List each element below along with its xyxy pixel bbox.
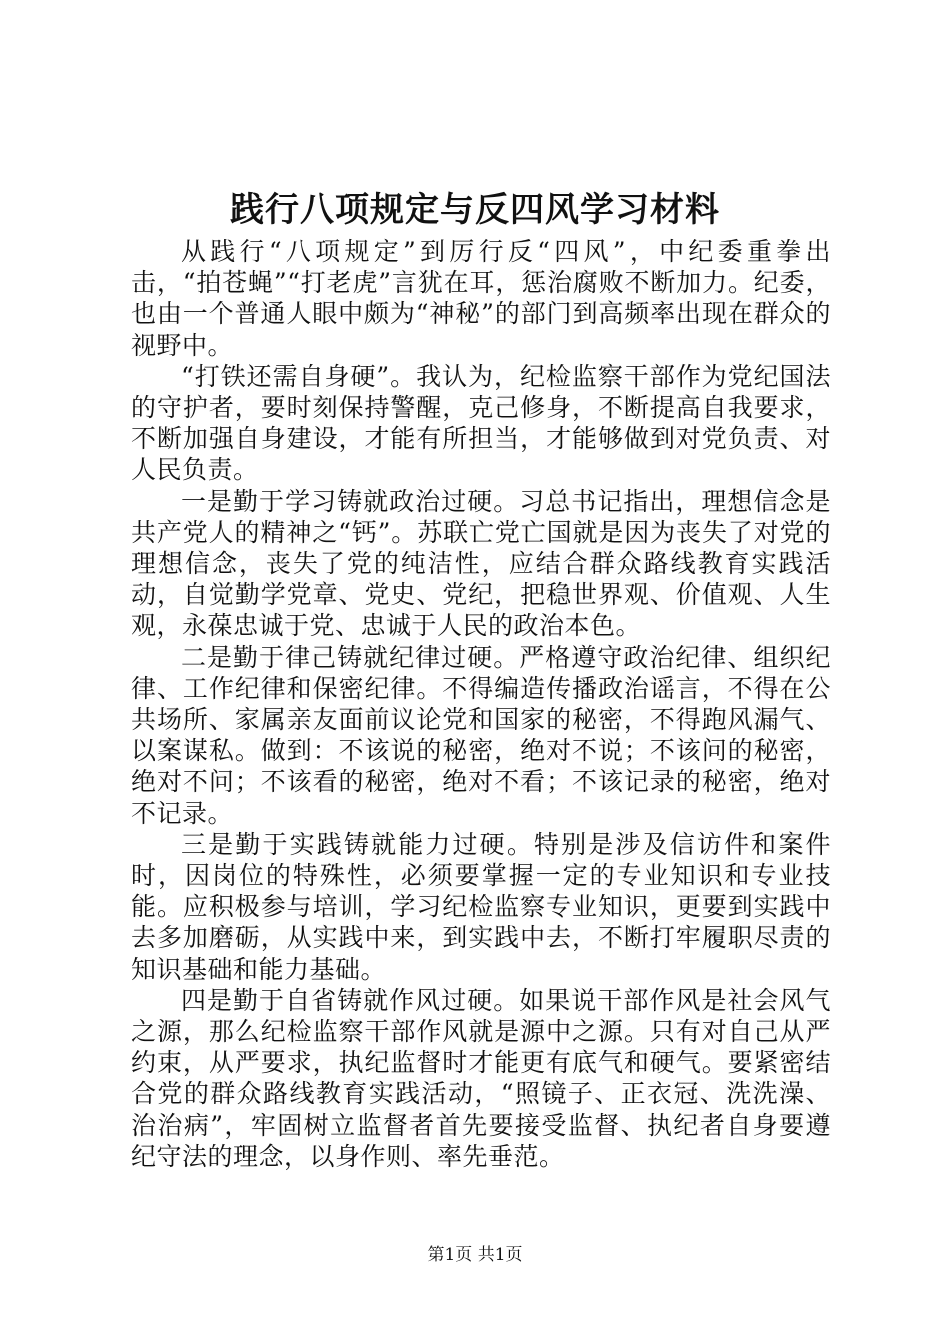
paragraph-point-four: 四是勤于自省铸就作风过硬。如果说干部作风是社会风气之源，那么纪检监察干部作风就是源中之源。只有对自己从严约束，从严要求，执纪监督时才能更有底气和硬气。要紧密结合党的群众路线教育实践活动，“照镜子、正衣冠、洗洗澡、治治病”，牢固树立监督者首先要接受监督、执纪者自身要遵纪守法的理念，以身作则、率先垂范。 (131, 985, 831, 1171)
page-number-footer: 第1页 共1页 (427, 1245, 523, 1265)
paragraph-intro: 从践行“八项规定”到厉行反“四风”，中纪委重拳出击，“拍苍蝇”“打老虎”言犹在耳，惩治腐败不断加力。纪委，也由一个普通人眼中颇为“神秘”的部门到高频率出现在群众的视野中。 (131, 237, 831, 360)
paragraph-point-two: 二是勤于律己铸就纪律过硬。严格遵守政治纪律、组织纪律、工作纪律和保密纪律。不得编造传播政治谣言，不得在公共场所、家属亲友面前议论党和国家的秘密，不得跑风漏气、以案谋私。做到：不该说的秘密，绝对不说；不该问的秘密，绝对不问；不该看的秘密，绝对不看；不该记录的秘密，绝对不记录。 (131, 642, 831, 828)
paragraph-self-discipline: “打铁还需自身硬”。我认为，纪检监察干部作为党纪国法的守护者，要时刻保持警醒，克己修身，不断提高自我要求，不断加强自身建设，才能有所担当，才能够做到对党负责、对人民负责。 (131, 361, 831, 485)
paragraph-point-one: 一是勤于学习铸就政治过硬。习总书记指出，理想信念是共产党人的精神之“钙”。苏联亡党亡国就是因为丧失了对党的理想信念，丧失了党的纯洁性，应结合群众路线教育实践活动，自觉勤学党章、党史、党纪，把稳世界观、价值观、人生观，永葆忠诚于党、忠诚于人民的政治本色。 (131, 486, 831, 641)
document-body (131, 236, 831, 1172)
document-title: 践行八项规定与反四风学习材料 (230, 190, 720, 230)
paragraph-point-three: 三是勤于实践铸就能力过硬。特别是涉及信访件和案件时，因岗位的特殊性，必须要掌握一定的专业知识和专业技能。应积极参与培训，学习纪检监察专业知识，更要到实践中去多加磨砺，从实践中来，到实践中去，不断打牢履职尽责的知识基础和能力基础。 (131, 829, 831, 984)
